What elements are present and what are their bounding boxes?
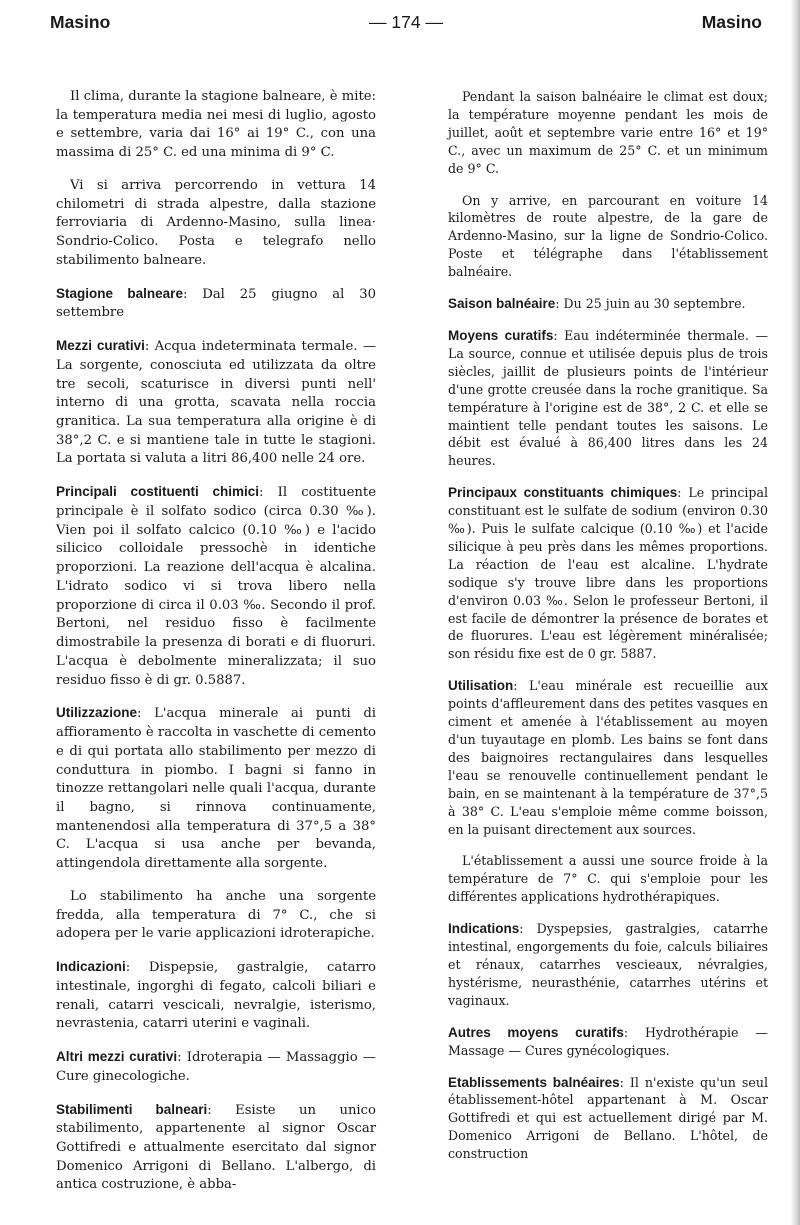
french-paragraph [448, 327, 768, 470]
italian-paragraph [56, 177, 376, 271]
italian-paragraph [56, 704, 376, 874]
french-section-heading: Moyens curatifs [448, 327, 554, 343]
french-section-heading: Autres moyens curatifs [448, 1024, 624, 1040]
french-paragraph-text: : Du 25 juin au 30 septembre. [555, 296, 746, 312]
italian-section-heading: Mezzi curativi [56, 338, 145, 354]
italian-paragraph-text: : L'acqua minerale ai punti di affioramento è raccolta in vaschette di cemento e di qui portata allo stabilimento per mezzo di conduttura in piombo. I bagni si fanno in tinozze rettangolari nelle quali l'acqua, durante il bagno, si rinnova continuamente, mantenendosi alla temperatura di 37°,5 a 38° C. L'acqua si usa anche per bevanda, attingendola direttamente alla sorgente. [56, 706, 376, 872]
italian-paragraph [56, 88, 376, 163]
french-paragraph [448, 295, 768, 313]
french-paragraph [448, 192, 768, 282]
french-paragraph [448, 852, 768, 906]
french-section-heading: Utilisation [448, 678, 514, 694]
italian-paragraph [56, 958, 376, 1034]
page-number: — 174 — [369, 12, 443, 32]
french-paragraph-text: Pendant la saison balnéaire le climat est doux; la température moyenne pendant les mois de juillet, août et septembre varie entre 16° et 19° C., avec un maximum de 25° C. et un minimum de 9° C. [448, 89, 768, 176]
french-paragraph [448, 920, 768, 1010]
french-paragraph [448, 677, 768, 838]
french-paragraph-text: : Eau indéterminée thermale. — La source, connue et utilisée depuis plus de trois siècles, jaillit de plusieurs points de l'intérieur d'une grotte creusée dans la roche granitique. Sa température à l'origine est de 38°, 2 C. et elle se maintient telle pendant toutes les saisons. Le débit est évalué à 86,400 litres dans les 24 heures. [448, 327, 768, 469]
italian-paragraph [56, 337, 376, 469]
french-section-heading: Principaux constituants chimiques [448, 485, 678, 501]
italian-section-heading: Stabilimenti balneari [56, 1101, 208, 1117]
italian-paragraph-text: Vi si arriva percorrendo in vettura 14 chilometri di strada alpestre, dalla stazione ferroviaria di Ardenno-Masino, sulla linea· Sondrio-Colico. Posta e telegrafo nello stabilimento balneare. [56, 177, 376, 268]
french-paragraph [448, 1024, 768, 1060]
italian-paragraph [56, 1048, 376, 1086]
italian-section-heading: Altri mezzi curativi [56, 1049, 178, 1065]
header-right: Masino [701, 12, 762, 32]
italian-paragraph [56, 483, 376, 690]
french-paragraph [448, 484, 768, 663]
french-section-heading: Etablissements balnéaires [448, 1074, 620, 1090]
french-paragraph-text: L'établissement a aussi une source froide à la température de 7° C. qui s'emploie pour les différentes applications hydrothérapiques. [448, 853, 768, 905]
french-section-heading: Saison balnéaire [448, 296, 556, 312]
italian-paragraph-text: : Esiste un unico stabilimento, appartenente al signor Oscar Gottifredi e attualmente esercitato dal signor Domenico Arrigoni di Bellano. L'albergo, di antica costruzione, è abba- [56, 1102, 376, 1193]
italian-paragraph-text: : Dispepsie, gastralgie, catarro intestinale, ingorghi di fegato, calcoli biliari e renali, catarri vescicali, nevralgie, isterismo, nevrastenia, catarri uterini e vaginali. [56, 960, 376, 1032]
french-section-heading: Indications [448, 921, 520, 937]
italian-section-heading: Principali costituenti chimici [56, 484, 259, 500]
italian-paragraph-text: Il clima, durante la stagione balneare, è mite: la temperatura media nei mesi di luglio, agosto e settembre, varia dai 16° ai 19° C., con una massima di 25° C. ed una minima di 9° C. [56, 89, 376, 161]
french-paragraph-text: On y arrive, en parcourant en voiture 14 kilomètres de route alpestre, de la gare de Ardenno-Masino, sur la ligne de Sondrio-Colico. Poste et télégraphe dans l'établissement balnéaire. [448, 192, 768, 280]
french-paragraph [448, 88, 768, 178]
french-paragraph-text: : L'eau minérale est recueillie aux points d'affleurement dans des petites vasques en ciment et amenée à l'établissement au moyen d'un tuyautage en plomb. Les bains se font dans des baignoires rectangulaires dans lesquelles l'eau se renouvelle continuellement pendant le bain, en se maintenant à la température de 37°,5 à 38° C. L'eau s'emploie même comme boisson, en la puisant directement aux sources. [448, 678, 768, 837]
french-paragraph-text: : Il n'existe qu'un seul établissement-hôtel appartenant à M. Oscar Gottifredi et qui est actuellement dirigé par M. Domenico Arrigoni de Bellano. L'hôtel, de construction [448, 1074, 768, 1162]
italian-paragraph-text: : Acqua indeterminata termale. — La sorgente, conosciuta ed utilizzata da oltre tre secoli, scaturisce in diversi punti nell' interno di una grotta, scavata nella roccia granitica. La sua temperatura alla origine è di 38°,2 C. e si mantiene tale in tutte le stagioni. La portata si valuta a litri 86,400 nelle 24 ore. [56, 339, 377, 467]
french-paragraph [448, 1074, 768, 1164]
french-paragraph-text: : Hydrothérapie — Massage — Cures gynécologiques. [448, 1024, 768, 1058]
italian-paragraph-text: : Idroterapia — Massaggio — Cure ginecologiche. [56, 1050, 376, 1084]
italian-paragraph-text: Lo stabilimento ha anche una sorgente fredda, alla temperatura di 7° C., che si adopera per le varie applicazioni idroterapiche. [56, 888, 376, 942]
italian-paragraph [56, 888, 376, 944]
page-header [50, 12, 762, 42]
header-left: Masino [50, 12, 111, 32]
french-paragraph-text: : Le principal constituant est le sulfate de sodium (environ 0.30 ‰). Puis le sulfate calcique (0.10 ‰) et l'acide silicique à peu près dans les mêmes proportions. La réaction de l'eau est alcaline. L'hydrate sodique s'y trouve libre dans les proportions d'environ 0.03 ‰. Selon le professeur Bertoni, il est facile de démontrer la présence de borates et de fluorures. L'eau est légèrement minéralisée; son résidu fixe est de 0 gr. 5887. [448, 485, 768, 662]
italian-section-heading: Stagione balneare [56, 285, 183, 301]
italian-section-heading: Utilizzazione [56, 705, 138, 721]
italian-column [56, 88, 376, 1209]
italian-paragraph-text: : Dal 25 giugno al 30 settembre [56, 286, 376, 321]
italian-paragraph [56, 285, 376, 323]
french-column [448, 88, 768, 1177]
italian-paragraph-text: : Il costituente principale è il solfato sodico (circa 0.30 ‰). Vien poi il solfato calcico (0.10 ‰) e l'acido silicico colloidale pressochè in identiche proporzioni. La reazione dell'acqua è alcalina. L'idrato sodico vi si trova libero nella proporzione di circa il 0.03 ‰. Secondo il prof. Bertoni, nel residuo fisso è facilmente dimostrabile la presenza di borati e di fluoruri. L'acqua è debolmente mineralizzata; il suo residuo fisso è di gr. 0.5887. [56, 485, 377, 688]
italian-section-heading: Indicazioni [56, 959, 126, 975]
italian-paragraph [56, 1101, 376, 1196]
french-paragraph-text: : Dyspepsies, gastralgies, catarrhe intestinal, engorgements du foie, calculs biliaires et rénaux, catarrhes vescieaux, névralgies, hystérisme, neurasthénie, catarrhes utérins et vaginaux. [448, 921, 768, 1008]
page-edge-shadow [790, 0, 800, 1225]
